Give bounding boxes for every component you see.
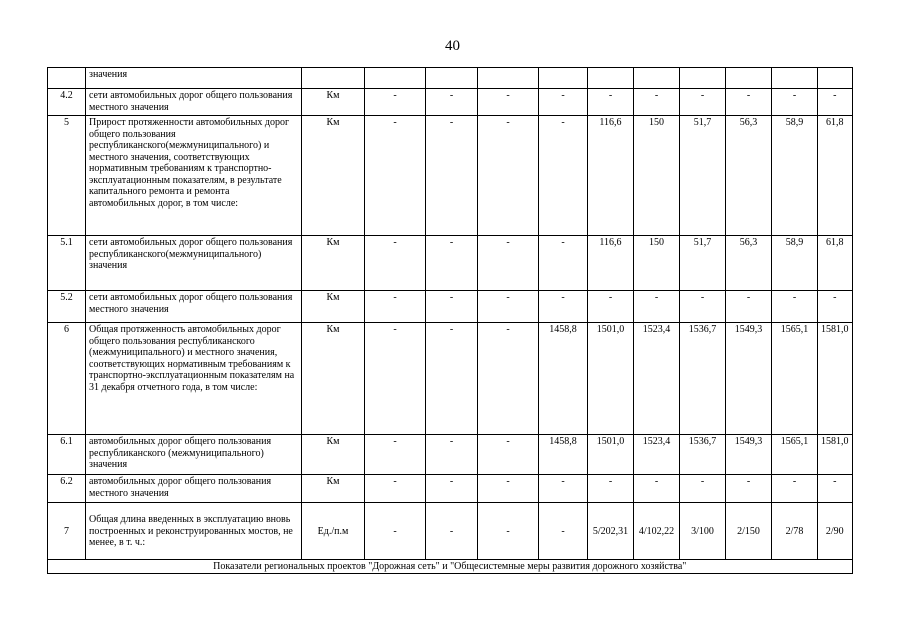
value-cell: - — [539, 475, 588, 503]
value-cell: - — [426, 236, 478, 291]
value-cell: 56,3 — [726, 116, 772, 236]
table-row — [48, 68, 853, 89]
indicator-name-cell: автомобильных дорог общего пользования местного значения — [86, 475, 302, 503]
value-cell: - — [588, 475, 634, 503]
table-row — [48, 291, 853, 323]
table-row — [48, 475, 853, 503]
value-cell: - — [478, 475, 539, 503]
value-cell — [426, 68, 478, 89]
value-cell: 1536,7 — [680, 435, 726, 475]
value-cell: - — [478, 435, 539, 475]
value-cell: 58,9 — [772, 236, 818, 291]
value-cell: 1523,4 — [634, 323, 680, 435]
value-cell: 1523,4 — [634, 435, 680, 475]
value-cell: 1458,8 — [539, 435, 588, 475]
value-cell: - — [365, 435, 426, 475]
table-footer-row — [48, 560, 853, 574]
value-cell: 1549,3 — [726, 435, 772, 475]
value-cell — [539, 68, 588, 89]
value-cell: 56,3 — [726, 236, 772, 291]
value-cell: 1458,8 — [539, 323, 588, 435]
value-cell — [772, 68, 818, 89]
value-cell: 1565,1 — [772, 435, 818, 475]
value-cell: - — [478, 116, 539, 236]
value-cell: 58,9 — [772, 116, 818, 236]
table-row — [48, 503, 853, 560]
value-cell: - — [365, 291, 426, 323]
value-cell: - — [680, 89, 726, 116]
value-cell: 116,6 — [588, 116, 634, 236]
value-cell: - — [365, 475, 426, 503]
unit-cell — [302, 68, 365, 89]
value-cell: - — [680, 291, 726, 323]
value-cell: - — [539, 116, 588, 236]
value-cell: - — [426, 116, 478, 236]
value-cell: 116,6 — [588, 236, 634, 291]
regional-projects-caption: Показатели региональных проектов "Дорожная сеть" и "Общесистемные меры развития дорожного хозяйства" — [48, 560, 853, 574]
value-cell: - — [634, 475, 680, 503]
indicator-name-cell: значения — [86, 68, 302, 89]
row-number-cell: 5.1 — [48, 236, 86, 291]
row-number-cell: 7 — [48, 503, 86, 560]
value-cell: - — [426, 291, 478, 323]
row-number-cell: 6.1 — [48, 435, 86, 475]
value-cell: - — [478, 89, 539, 116]
value-cell: 2/78 — [772, 503, 818, 560]
value-cell — [588, 68, 634, 89]
value-cell: 1565,1 — [772, 323, 818, 435]
value-cell: - — [539, 89, 588, 116]
row-number-cell: 6 — [48, 323, 86, 435]
value-cell: 4/102,22 — [634, 503, 680, 560]
value-cell: - — [426, 323, 478, 435]
indicator-name-cell: сети автомобильных дорог общего пользования республиканского(межмуниципального) значения — [86, 236, 302, 291]
value-cell: 51,7 — [680, 116, 726, 236]
value-cell: 51,7 — [680, 236, 726, 291]
indicator-name-cell: автомобильных дорог общего пользования республиканского (межмуниципального) значения — [86, 435, 302, 475]
unit-cell: Км — [302, 291, 365, 323]
value-cell: - — [478, 323, 539, 435]
table-row — [48, 116, 853, 236]
value-cell: - — [726, 89, 772, 116]
value-cell: 1549,3 — [726, 323, 772, 435]
indicator-name-cell: Общая длина введенных в эксплуатацию вновь построенных и реконструированных мостов, не менее, в т. ч.: — [86, 503, 302, 560]
value-cell: 3/100 — [680, 503, 726, 560]
value-cell: - — [726, 291, 772, 323]
value-cell: - — [478, 291, 539, 323]
value-cell: - — [539, 236, 588, 291]
unit-cell: Км — [302, 475, 365, 503]
unit-cell: Км — [302, 323, 365, 435]
value-cell — [726, 68, 772, 89]
value-cell: - — [478, 236, 539, 291]
value-cell — [478, 68, 539, 89]
indicator-name-cell: Прирост протяженности автомобильных дорог общего пользования республиканского(межмуниципального) и местного значения, соответствующих нормативным требованиям к транспортно-эксплуатационным показателям, в результате капитального ремонта и ремонта автомобильных дорог, в том числе: — [86, 116, 302, 236]
value-cell: - — [539, 503, 588, 560]
value-cell: 61,8 — [818, 116, 853, 236]
row-number-cell — [48, 68, 86, 89]
value-cell: 1581,0 — [818, 323, 853, 435]
value-cell: - — [365, 236, 426, 291]
value-cell: - — [588, 89, 634, 116]
value-cell: - — [772, 475, 818, 503]
value-cell: 2/150 — [726, 503, 772, 560]
indicator-name-cell: сети автомобильных дорог общего пользования местного значения — [86, 291, 302, 323]
unit-cell: Км — [302, 89, 365, 116]
value-cell: - — [818, 291, 853, 323]
value-cell: - — [426, 89, 478, 116]
value-cell: - — [772, 291, 818, 323]
value-cell: - — [726, 475, 772, 503]
page-number: 40 — [445, 38, 460, 54]
table-row — [48, 236, 853, 291]
row-number-cell: 4.2 — [48, 89, 86, 116]
value-cell: 1501,0 — [588, 323, 634, 435]
value-cell: - — [365, 503, 426, 560]
row-number-cell: 6.2 — [48, 475, 86, 503]
indicator-name-cell: сети автомобильных дорог общего пользования местного значения — [86, 89, 302, 116]
value-cell — [680, 68, 726, 89]
value-cell: - — [426, 475, 478, 503]
value-cell — [818, 68, 853, 89]
value-cell: - — [818, 475, 853, 503]
value-cell: - — [365, 89, 426, 116]
value-cell: - — [478, 503, 539, 560]
value-cell: 150 — [634, 236, 680, 291]
value-cell — [365, 68, 426, 89]
value-cell: 5/202,31 — [588, 503, 634, 560]
value-cell: 150 — [634, 116, 680, 236]
value-cell: - — [634, 89, 680, 116]
value-cell: 1501,0 — [588, 435, 634, 475]
unit-cell: Км — [302, 435, 365, 475]
value-cell: - — [634, 291, 680, 323]
indicators-table — [47, 67, 853, 574]
value-cell: - — [365, 323, 426, 435]
value-cell: - — [818, 89, 853, 116]
row-number-cell: 5.2 — [48, 291, 86, 323]
value-cell: - — [539, 291, 588, 323]
value-cell: - — [588, 291, 634, 323]
value-cell: - — [772, 89, 818, 116]
unit-cell: Км — [302, 236, 365, 291]
value-cell: 1581,0 — [818, 435, 853, 475]
value-cell: - — [680, 475, 726, 503]
value-cell — [634, 68, 680, 89]
table-row — [48, 89, 853, 116]
value-cell: 1536,7 — [680, 323, 726, 435]
unit-cell: Км — [302, 116, 365, 236]
value-cell: - — [426, 503, 478, 560]
unit-cell: Ед./п.м — [302, 503, 365, 560]
value-cell: - — [365, 116, 426, 236]
row-number-cell: 5 — [48, 116, 86, 236]
table-row — [48, 435, 853, 475]
table-row — [48, 323, 853, 435]
indicator-name-cell: Общая протяженность автомобильных дорог общего пользования республиканского (межмуниципального) и местного значения, соответствующих нормативным требованиям к транспортно-эксплуатационным показателям на 31 декабря отчетного года, в том числе: — [86, 323, 302, 435]
value-cell: 2/90 — [818, 503, 853, 560]
value-cell: 61,8 — [818, 236, 853, 291]
value-cell: - — [426, 435, 478, 475]
